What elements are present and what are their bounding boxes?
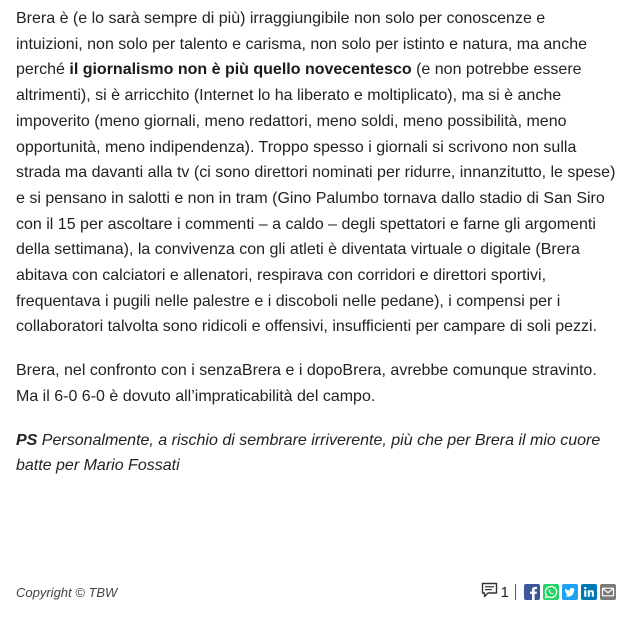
facebook-icon[interactable] — [524, 584, 540, 600]
copyright: Copyright © TBW — [16, 584, 118, 600]
paragraph-2: Brera, nel confronto con i senzaBrera e i dopoBrera, avrebbe comunque stravinto. Ma il 6-0 6-0 è dovuto all’impraticabilità del campo. — [16, 362, 597, 405]
article-body — [16, 6, 616, 479]
footer-divider — [515, 584, 516, 600]
twitter-icon[interactable] — [562, 584, 578, 600]
comment-count: 1 — [500, 583, 509, 601]
linkedin-icon[interactable] — [581, 584, 597, 600]
article-footer — [16, 580, 616, 604]
ps-text: Personalmente, a rischio di sembrare irriverente, più che per Brera il mio cuore batte per Mario Fossati — [16, 431, 601, 475]
footer-actions — [481, 582, 616, 603]
comments-link[interactable] — [481, 582, 509, 603]
whatsapp-icon[interactable] — [543, 584, 559, 600]
paragraph-1 — [16, 6, 616, 340]
paragraph-1-bold: il giornalismo non è più quello novecentesco — [69, 61, 412, 79]
comment-icon — [481, 582, 498, 603]
ps-label: PS — [16, 431, 38, 449]
paragraph-1-text-a: Brera è (e lo sarà sempre di più) irraggiungibile non solo per conoscenze e intuizioni, non solo per talento e carisma, non solo per istinto e natura, ma anche perché — [16, 10, 587, 79]
email-icon[interactable] — [600, 584, 616, 600]
paragraph-1-text-b: (e non potrebbe essere altrimenti), si è arricchito (Internet lo ha liberato e moltiplicato), ma si è anche impoverito (meno giornali, meno redattori, meno soldi, meno possibilità, meno opportunità, meno indipendenza). Troppo spesso i giornali si scrivono non sulla strada ma davanti alla tv (ci sono direttori nominati per ridurre, innanzitutto, le spese) e si pensano in salotti e non in tram (Gino Palumbo tornava dallo stadio di San Siro con il 15 per ascoltare i commenti – a caldo – degli spettatori e farne gli argomenti della settimana), la convivenza con gli atleti è diventata virtuale o digitale (Brera abitava con calciatori e allenatori, respirava con corridori e direttori sportivi, frequentava i pugili nelle palestre e i discoboli nelle pedane), i compensi per i collaboratori talvolta sono ridicoli e offensivi, insufficienti per campare di soli pezzi. — [16, 61, 616, 336]
ps-paragraph — [16, 428, 616, 479]
